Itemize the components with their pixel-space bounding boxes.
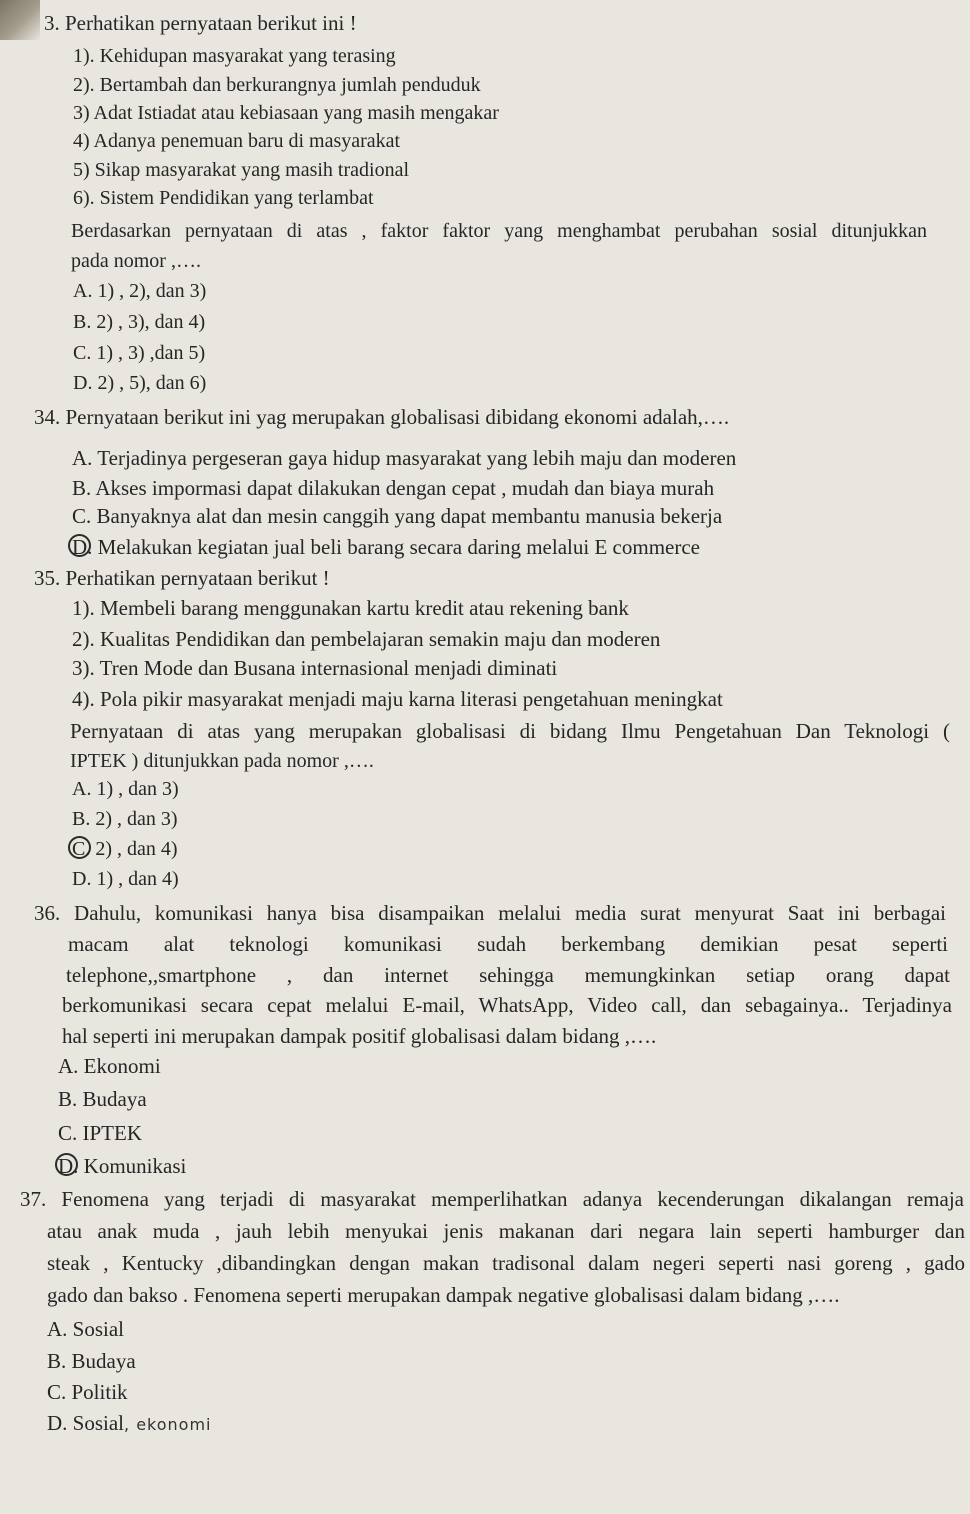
q33-item-4: 4) Adanya penemuan baru di masyarakat	[73, 130, 401, 152]
q35-header: 35. Perhatikan pernyataan berikut !	[34, 566, 330, 590]
q35-item-3: 3). Tren Mode dan Busana internasional menjadi diminati	[72, 656, 558, 680]
q33-option-d: D. 2) , 5), dan 6)	[73, 372, 207, 394]
q37-option-c: C. Politik	[47, 1380, 128, 1404]
page-corner-shadow	[0, 0, 40, 40]
q36-line-4: berkomunikasi secara cepat melalui E-mail, WhatsApp, Video call, dan sebagainya.. Terjadinya	[62, 993, 952, 1017]
q36-option-a: A. Ekonomi	[58, 1054, 161, 1078]
q34-option-c: C. Banyaknya alat dan mesin canggih yang dapat membantu manusia bekerja	[72, 504, 723, 528]
q33-item-5: 5) Sikap masyarakat yang masih tradional	[73, 159, 410, 181]
q36-option-d: D. Komunikasi	[58, 1154, 187, 1178]
q37-option-a: A. Sosial	[47, 1317, 125, 1341]
q37-line-1: 37. Fenomena yang terjadi di masyarakat memperlihatkan adanya kecenderungan dikalangan remaja	[20, 1187, 964, 1211]
q37-line-3: steak , Kentucky ,dibandingkan dengan makan tradisonal dalam negeri seperti nasi goreng , gado	[47, 1251, 965, 1275]
q36-line-2: macam alat teknologi komunikasi sudah berkembang demikian pesat seperti	[68, 932, 948, 956]
q37-option-d	[47, 1410, 211, 1438]
q33-item-1: 1). Kehidupan masyarakat yang terasing	[73, 45, 396, 67]
q37-line-2: atau anak muda , jauh lebih menyukai jenis makanan dari negara lain seperti hamburger dan	[47, 1219, 965, 1243]
q35-option-b: B. 2) , dan 3)	[72, 808, 178, 830]
q36-option-b: B. Budaya	[58, 1087, 147, 1111]
q33-question-line1: Berdasarkan pernyataan di atas , faktor faktor yang menghambat perubahan sosial ditunjukkan	[71, 220, 927, 242]
q36-line-3: telephone,,smartphone , dan internet sehingga memungkinkan setiap orang dapat	[66, 963, 950, 987]
q35-option-d: D. 1) , dan 4)	[72, 868, 179, 890]
q37-option-d-text: D. Sosial	[47, 1411, 125, 1435]
q34-option-d: D. Melakukan kegiatan jual beli barang secara daring melalui E commerce	[72, 535, 700, 559]
q33-item-2: 2). Bertambah dan berkurangnya jumlah penduduk	[73, 74, 481, 96]
q33-option-c: C. 1) , 3) ,dan 5)	[73, 342, 206, 364]
q35-option-a: A. 1) , dan 3)	[72, 778, 179, 800]
q36-option-c: C. IPTEK	[58, 1121, 142, 1145]
q34-question: 34. Pernyataan berikut ini yag merupakan globalisasi dibidang ekonomi adalah,….	[34, 405, 730, 429]
q36-line-1: 36. Dahulu, komunikasi hanya bisa disampaikan melalui media surat menyurat Saat ini berbagai	[34, 901, 946, 925]
q34-option-b: B. Akses impormasi dapat dilakukan dengan cepat , mudah dan biaya murah	[72, 476, 715, 500]
q36-line-5: hal seperti ini merupakan dampak positif globalisasi dalam bidang ,….	[62, 1024, 657, 1048]
q35-item-2: 2). Kualitas Pendidikan dan pembelajaran semakin maju dan moderen	[72, 627, 661, 651]
q33-question-line2: pada nomor ,….	[71, 250, 201, 272]
q35-question-line2: IPTEK ) ditunjukkan pada nomor ,….	[70, 750, 374, 772]
q37-option-b: B. Budaya	[47, 1349, 136, 1373]
q35-item-4: 4). Pola pikir masyarakat menjadi maju karna literasi pengetahuan meningkat	[72, 687, 723, 711]
q35-question-line1: Pernyataan di atas yang merupakan globalisasi di bidang Ilmu Pengetahuan Dan Teknologi (	[70, 719, 950, 743]
q35-item-1: 1). Membeli barang menggunakan kartu kredit atau rekening bank	[72, 596, 629, 620]
q34-option-a: A. Terjadinya pergeseran gaya hidup masyarakat yang lebih maju dan moderen	[72, 446, 737, 470]
handwritten-note: , ekonomi	[124, 1415, 212, 1434]
q35-option-c: C. 2) , dan 4)	[72, 838, 178, 860]
q33-header: 3. Perhatikan pernyataan berikut ini !	[44, 11, 357, 35]
q33-option-b: B. 2) , 3), dan 4)	[73, 311, 206, 333]
q33-item-3: 3) Adat Istiadat atau kebiasaan yang masih mengakar	[73, 102, 499, 124]
q37-line-4: gado dan bakso . Fenomena seperti merupakan dampak negative globalisasi dalam bidang ,….	[47, 1283, 840, 1307]
q33-item-6: 6). Sistem Pendidikan yang terlambat	[73, 187, 374, 209]
q33-option-a: A. 1) , 2), dan 3)	[73, 280, 207, 302]
